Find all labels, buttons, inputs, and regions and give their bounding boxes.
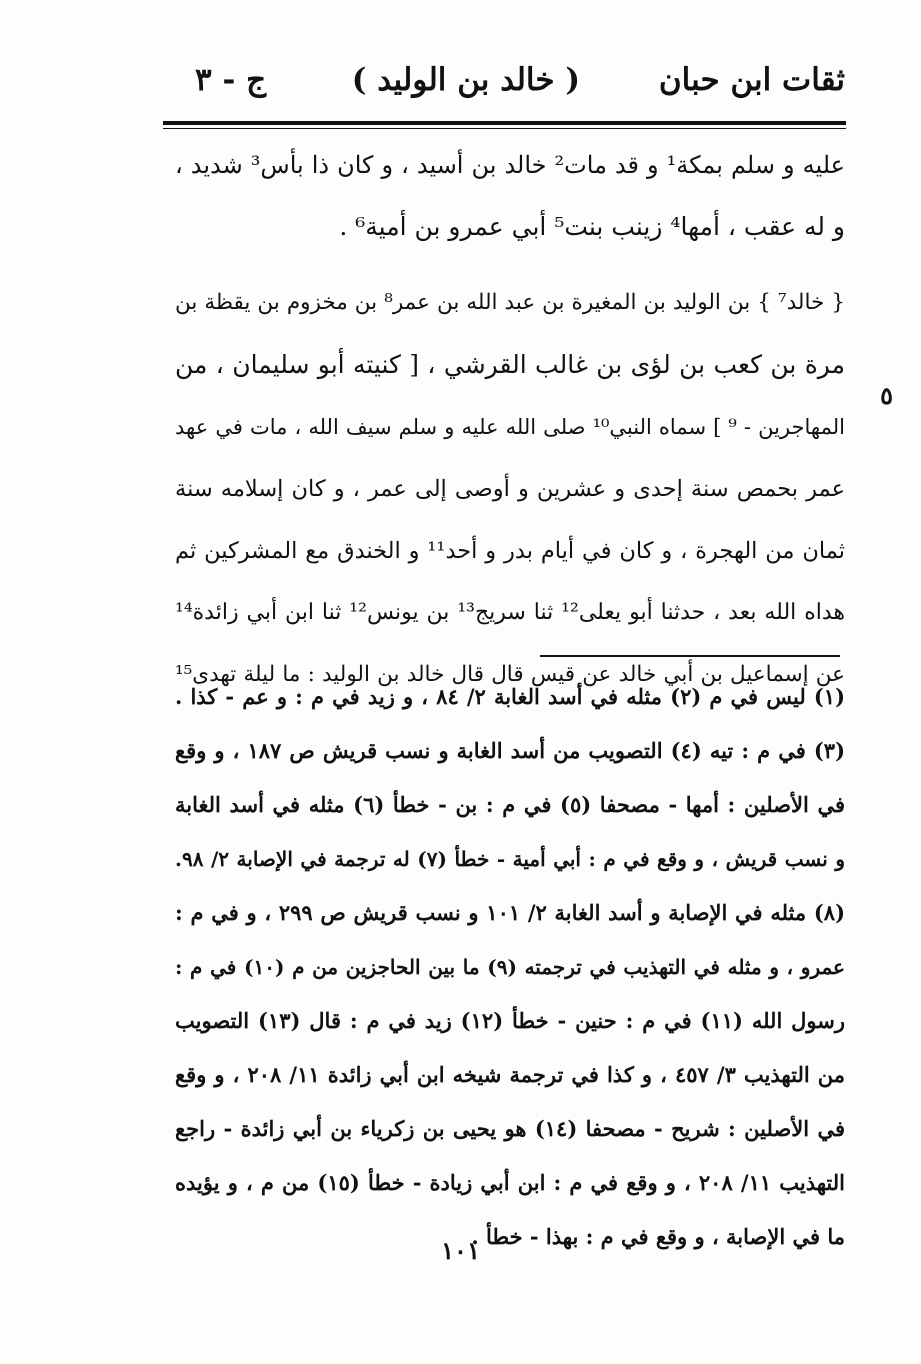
text-line: هداه الله بعد ، حدثنا أبو يعلى¹² ثنا سريج¹³ بن يونس¹² ثنا ابن أبي زائدة¹⁴ bbox=[175, 600, 845, 625]
header-rule-thin bbox=[163, 128, 846, 129]
volume-label: ج - ٣ bbox=[195, 62, 267, 98]
footnote-line: من التهذيب ٣/ ٤٥٧ ، و كذا في ترجمة شيخه ابن أبي زائدة ١١/ ٢٠٨ ، و وقع bbox=[175, 1062, 845, 1087]
footnote-separator bbox=[540, 655, 840, 657]
footnote-line: عمرو ، و مثله في التهذيب في ترجمته (٩) ما بين الحاجزين من م (١٠) في م : bbox=[175, 955, 845, 979]
footnote-line: و نسب قريش ، و وقع في م : أبي أمية - خطأ (٧) له ترجمة في الإصابة ٢/ ٩٨. bbox=[175, 847, 845, 871]
chapter-title: ( خالد بن الوليد ) bbox=[351, 62, 580, 98]
footnote-line: في الأصلين : شريح - مصحفا (١٤) هو يحيى بن زكرياء بن أبي زائدة - راجع bbox=[175, 1116, 845, 1141]
text-line: { خالد⁷ } بن الوليد بن المغيرة بن عبد الله بن عمر⁸ بن مخزوم بن يقظة بن bbox=[175, 290, 845, 315]
text-line: ثمان من الهجرة ، و كان في أيام بدر و أحد¹¹ و الخندق مع المشركين ثم bbox=[175, 538, 845, 564]
header-rule-thick bbox=[163, 121, 846, 125]
text-line: المهاجرين - ⁹ ] سماه النبي¹⁰ صلى الله عليه و سلم سيف الله ، مات في عهد bbox=[175, 415, 845, 439]
text-line: مرة بن كعب بن لؤى بن غالب القرشي ، [ كنيته أبو سليمان ، من bbox=[175, 350, 845, 379]
book-title: ثقات ابن حبان bbox=[658, 62, 845, 98]
text-line: عن إسماعيل بن أبي خالد عن قيس قال قال خالد بن الوليد : ما ليلة تهدى¹⁵ bbox=[175, 662, 845, 687]
page-number: ١٠١ bbox=[441, 1236, 480, 1265]
footnote-line: (١) ليس في م (٢) مثله في أسد الغابة ٢/ ٨٤ ، و زيد في م : و عم - كذا . bbox=[175, 684, 845, 709]
footnote-line: ما في الإصابة ، و وقع في م : بهذا - خطأ . bbox=[471, 1224, 845, 1249]
text-line: و له عقب ، أمها⁴ زينب بنت⁵ أبي عمرو بن أمية⁶ . bbox=[339, 212, 845, 241]
footnote-line: التهذيب ١١/ ٢٠٨ ، و وقع في م : ابن أبي زيادة - خطأ (١٥) من م ، و يؤيده bbox=[175, 1170, 845, 1195]
footnote-line: (٣) في م : تيه (٤) التصويب من أسد الغابة و نسب قريش ص ١٨٧ ، و وقع bbox=[175, 738, 846, 763]
text-line: عمر بحمص سنة إحدى و عشرين و أوصى إلى عمر ، و كان إسلامه سنة bbox=[175, 476, 845, 502]
footnote-line: في الأصلين : أمها - مصحفا (٥) في م : بن - خطأ (٦) مثله في أسد الغابة bbox=[175, 792, 845, 817]
footnote-line: رسول الله (١١) في م : حنين - خطأ (١٢) زيد في م : قال (١٣) التصويب bbox=[175, 1008, 846, 1033]
main-text bbox=[175, 134, 845, 706]
footnote-line: (٨) مثله في الإصابة و أسد الغابة ٢/ ١٠١ و نسب قريش ص ٢٩٩ ، و في م : bbox=[175, 900, 846, 925]
running-header bbox=[175, 62, 845, 112]
text-line: عليه و سلم بمكة¹ و قد مات² خالد بن أسيد ، و كان ذا بأس³ شديد ، bbox=[175, 151, 845, 179]
marginal-number: ٥ bbox=[880, 381, 893, 410]
footnotes bbox=[175, 670, 845, 1264]
